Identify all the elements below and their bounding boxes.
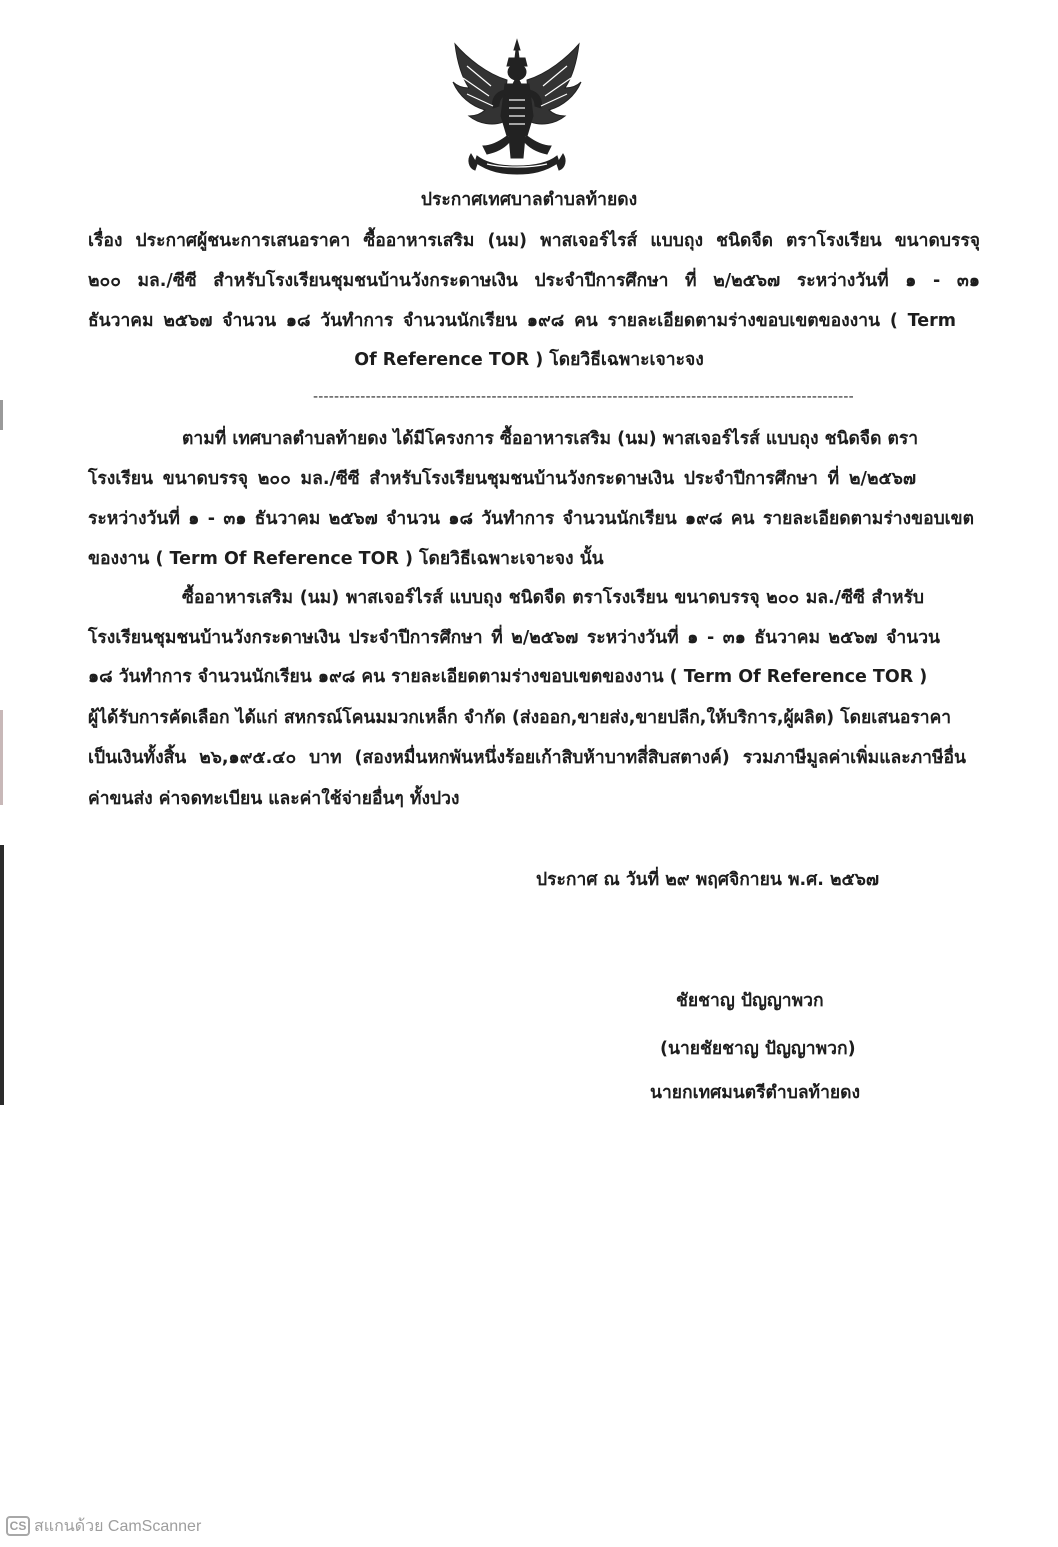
subject-line: ๒๐๐ มล./ซีซี สำหรับโรงเรียนชุมชนบ้านวังกระดาษเงิน ประจำปีการศึกษา ที่ ๒/๒๕๖๗ ระหว่างวันที่ ๑ - ๓๑ [88, 271, 980, 291]
signature: ชัยชาญ ปัญญาพวก [676, 991, 824, 1011]
watermark-text: สแกนด้วย CamScanner [34, 1517, 202, 1535]
subject-line: ธันวาคม ๒๕๖๗ จำนวน ๑๘ วันทำการ จำนวนนักเรียน ๑๙๘ คน รายละเอียดตามร่างขอบเขตของงาน ( Term [88, 311, 956, 331]
paragraph-line: ตามที่ เทศบาลตำบลท้ายดง ได้มีโครงการ ซื้ออาหารเสริม (นม) พาสเจอร์ไรส์ แบบถุง ชนิดจืด ตรา [182, 429, 919, 449]
camscanner-watermark [6, 1514, 201, 1538]
paragraph-line: ซื้ออาหารเสริม (นม) พาสเจอร์ไรส์ แบบถุง ชนิดจืด ตราโรงเรียน ขนาดบรรจุ ๒๐๐ มล./ซีซี สำหรับ [182, 588, 924, 608]
paragraph-line: ของงาน ( Term Of Reference TOR ) โดยวิธีเฉพาะเจาะจง นั้น [88, 549, 604, 569]
scan-edge-mark [0, 710, 3, 805]
paragraph-line: ค่าขนส่ง ค่าจดทะเบียน และค่าใช้จ่ายอื่นๆ ทั้งปวง [88, 789, 460, 809]
paragraph-line: ผู้ได้รับการคัดเลือก ได้แก่ สหกรณ์โคนมมวกเหล็ก จำกัด (ส่งออก,ขายส่ง,ขายปลีก,ให้บริการ,ผู้ผลิต) โดยเสนอราคา [88, 708, 952, 728]
signer-name: (นายชัยชาญ ปัญญาพวก) [660, 1039, 856, 1059]
paragraph-line: โรงเรียนชุมชนบ้านวังกระดาษเงิน ประจำปีการศึกษา ที่ ๒/๒๕๖๗ ระหว่างวันที่ ๑ - ๓๑ ธันวาคม ๒๕๖๗ จำนวน [88, 628, 940, 648]
paragraph-line: ระหว่างวันที่ ๑ - ๓๑ ธันวาคม ๒๕๖๗ จำนวน ๑๘ วันทำการ จำนวนนักเรียน ๑๙๘ คน รายละเอียดตามร่างขอบเขต [88, 509, 974, 529]
document-title: ประกาศเทศบาลตำบลท้ายดง [420, 190, 638, 210]
paragraph-line: เป็นเงินทั้งสิ้น ๒๖,๑๙๕.๔๐ บาท (สองหมื่นหกพันหนึ่งร้อยเก้าสิบห้าบาทสี่สิบสตางค์) รวมภาษีมูลค่าเพิ่มและภาษีอื่น [88, 748, 966, 768]
separator-line: ------------------------------------------------------------------------------------------------------- [313, 389, 854, 405]
paragraph-line: โรงเรียน ขนาดบรรจุ ๒๐๐ มล./ซีซี สำหรับโรงเรียนชุมชนบ้านวังกระดาษเงิน ประจำปีการศึกษา ที่ ๒/๒๕๖๗ [88, 469, 916, 489]
subject-line: Of Reference TOR ) โดยวิธีเฉพาะเจาะจง [354, 350, 704, 370]
garuda-emblem-icon [447, 36, 587, 178]
signer-position: นายกเทศมนตรีตำบลท้ายดง [650, 1083, 861, 1103]
scan-edge-mark [0, 400, 3, 430]
scan-edge-mark [0, 845, 4, 1105]
paragraph-line: ๑๘ วันทำการ จำนวนนักเรียน ๑๙๘ คน รายละเอียดตามร่างขอบเขตของงาน ( Term Of Reference TOR ) [88, 667, 928, 687]
announce-date: ประกาศ ณ วันที่ ๒๙ พฤศจิกายน พ.ศ. ๒๕๖๗ [536, 870, 880, 890]
camscanner-logo-icon: CS [6, 1516, 30, 1536]
subject-line: เรื่อง ประกาศผู้ชนะการเสนอราคา ซื้ออาหารเสริม (นม) พาสเจอร์ไรส์ แบบถุง ชนิดจืด ตราโรงเรียน ขนาดบรรจุ [88, 231, 980, 251]
